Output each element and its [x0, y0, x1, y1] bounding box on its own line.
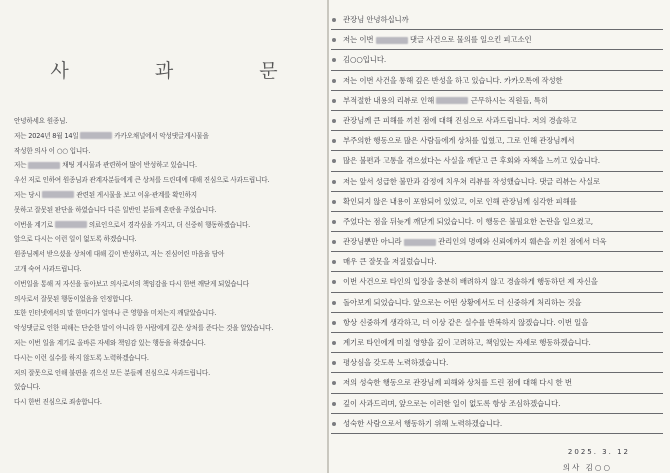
right-letter-body	[331, 10, 663, 434]
ruled-line	[331, 131, 663, 151]
ruled-line	[331, 91, 663, 111]
binder-hole-icon	[331, 50, 337, 69]
binder-hole-icon	[331, 192, 337, 211]
right-apology-letter	[329, 0, 670, 473]
left-letter-body	[14, 114, 320, 410]
letter-line: 확인되지 않은 내용이 포함되어 있었고, 이로 인해 관장님께 심각한 피해를	[343, 196, 577, 206]
binder-hole-icon	[331, 272, 337, 291]
letter-line: 있습니다.	[14, 383, 41, 392]
ruled-line	[331, 151, 663, 171]
letter-line: 주었다는 점을 뒤늦게 깨닫게 되었습니다. 이 행동은 불필요한 논란을 일으켰고,	[343, 216, 594, 226]
binder-hole-icon	[331, 172, 337, 191]
binder-hole-icon	[331, 10, 337, 29]
letter-line: 부주의한 행동으로 많은 사람들에게 상처를 입혔고, 그로 인해 관장님께서	[343, 136, 575, 146]
ruled-line	[331, 172, 663, 192]
letter-line: 앞으로 다시는 이런 일이 없도록 하겠습니다.	[14, 235, 137, 244]
ruled-line	[331, 10, 663, 30]
binder-hole-icon	[331, 131, 337, 150]
binder-hole-icon	[331, 111, 337, 130]
ruled-line	[331, 232, 663, 252]
binder-hole-icon	[331, 232, 337, 251]
letter-line: 고개 숙여 사과드립니다.	[14, 264, 82, 273]
letter-signature: 의사 김○○	[562, 463, 612, 472]
letter-line: 돌아보게 되었습니다. 앞으로는 어떤 상황에서도 더 신중하게 처리하는 것을	[343, 297, 582, 307]
letter-line: 저는 이번 사건을 통해 깊은 반성을 하고 있습니다. 카카오톡에 작성한	[343, 75, 563, 85]
letter-line: 매우 큰 잘못을 저질렀습니다.	[343, 257, 437, 267]
ruled-line	[331, 252, 663, 272]
letter-line: 이번일을 통해 저 자신을 돌아보고 의사로서의 책임감을 다시 한번 깨닫게 되었습니다	[14, 279, 249, 288]
letter-line: 저는 이번 댓글 사건으로 물의를 일으킨 피고소인	[343, 35, 532, 45]
letter-line: 관장님께 큰 피해를 끼친 점에 대해 진심으로 사과드립니다. 저의 경솔하고	[343, 115, 577, 125]
left-apology-letter	[0, 0, 328, 473]
ruled-line	[331, 353, 663, 373]
ruled-line	[331, 111, 663, 131]
binder-hole-icon	[331, 71, 337, 90]
binder-hole-icon	[331, 252, 337, 271]
binder-hole-icon	[331, 313, 337, 332]
letter-line: 깊이 사과드리며, 앞으로는 이러한 일이 없도록 항상 조심하겠습니다.	[343, 398, 561, 408]
letter-line: 의사로서 잘못된 행동이었음을 인정합니다.	[14, 294, 133, 303]
ruled-line	[331, 71, 663, 91]
letter-line: 다시 한번 진심으로 죄송합니다.	[14, 398, 102, 407]
letter-line: 김○○입니다.	[343, 55, 387, 65]
letter-line: 저는 2024년 8월 14일 카카오채널에서 악성댓글게시물을	[14, 131, 209, 140]
letter-line: 악성댓글로 인한 피해는 단순한 말이 아니라 한 사람에게 깊은 상처를 준다는 것을 알았습니다.	[14, 324, 274, 333]
letter-line: 다시는 이런 실수를 하지 않도록 노력하겠습니다.	[14, 353, 149, 362]
letter-line: 계기로 타인에게 미칠 영향을 깊이 고려하고, 책임있는 자세로 행동하겠습니다.	[343, 338, 591, 347]
binder-hole-icon	[331, 353, 337, 372]
redacted-text	[55, 221, 87, 228]
letter-line: 항상 신중하게 생각하고, 더 이상 같은 실수를 반복하지 않겠습니다. 이번 일을	[343, 317, 589, 327]
letter-line: 이번 사건으로 타인의 입장을 충분히 배려하지 않고 경솔하게 행동하던 제 자신을	[343, 277, 598, 287]
ruled-line	[331, 394, 663, 414]
letter-line: 원종님께서 받으셨을 상처에 대해 깊이 반성하고, 저는 진심어린 마음을 담아	[14, 250, 225, 259]
letter-line: 평상심을 갖도록 노력하겠습니다.	[343, 358, 449, 368]
binder-hole-icon	[331, 373, 337, 392]
redacted-text	[28, 162, 60, 169]
letter-line: 저의 잘못으로 인해 불편을 겪으신 모든 분들께 진심으로 사과드립니다.	[14, 368, 210, 377]
redacted-text	[436, 97, 468, 104]
letter-line: 성숙한 사람으로서 행동하기 위해 노력하겠습니다.	[343, 418, 503, 428]
ruled-line	[331, 50, 663, 70]
letter-title: 사 과 문	[50, 60, 318, 82]
binder-hole-icon	[331, 414, 337, 433]
letter-line: 관장님 안녕하십니까	[343, 15, 409, 24]
letter-line: 저는 채팅 게시물과 관련하여 많이 반성하고 있습니다.	[14, 161, 197, 170]
letter-line: 안녕하세요 원종님.	[14, 117, 68, 125]
redacted-text	[80, 132, 112, 139]
ruled-line	[331, 333, 663, 353]
binder-hole-icon	[331, 293, 337, 312]
ruled-line	[331, 373, 663, 393]
letter-line: 많은 불편과 고통을 겪으셨다는 사실을 깨닫고 큰 후회와 자책을 느끼고 있습니다.	[343, 156, 601, 166]
letter-line: 이번을 계기로 의료인으로서 경각심을 가지고, 더 신중히 행동하겠습니다.	[14, 220, 251, 229]
redacted-text	[42, 191, 74, 198]
binder-hole-icon	[331, 333, 337, 352]
letter-line: 작성한 의사 이 ○○ 입니다.	[14, 146, 91, 155]
binder-hole-icon	[331, 30, 337, 49]
ruled-line	[331, 414, 663, 434]
redacted-text	[376, 37, 408, 44]
letter-date: 2025. 3. 12	[567, 448, 630, 456]
letter-line: 저는 당시 관련된 게시물을 보고 이유·관계를 확인하지	[14, 190, 197, 199]
ruled-line	[331, 192, 663, 212]
ruled-line	[331, 313, 663, 333]
ruled-line	[331, 293, 663, 313]
redacted-text	[404, 239, 436, 246]
letter-line: 우선 저로 인하여 원종님과 관계자분들에게 큰 상처를 드린데에 대해 진심으로 사과드립니다.	[14, 176, 270, 185]
letter-line: 저는 이번 일을 계기로 올바른 자세와 책임감 있는 행동을 하겠습니다.	[14, 338, 206, 347]
ruled-line	[331, 30, 663, 50]
letter-line: 저는 앞서 성급한 불만과 감정에 치우쳐 리뷰를 작성했습니다. 댓글 리뷰는 사실로	[343, 176, 601, 186]
letter-line: 관장님뿐만 아니라 관리인의 명예와 신뢰에까지 훼손을 끼친 점에서 더욱	[343, 237, 607, 247]
letter-line: 부적절한 내용의 리뷰로 인해 근무하시는 직원들, 특히	[343, 95, 548, 105]
binder-hole-icon	[331, 394, 337, 413]
ruled-line	[331, 212, 663, 232]
ruled-line	[331, 272, 663, 292]
binder-hole-icon	[331, 212, 337, 231]
letter-line: 저의 성숙한 행동으로 관장님께 피해와 상처를 드린 점에 대해 다시 한 번	[343, 378, 572, 388]
letter-line: 못하고 잘못된 판단을 하였습니다 다른 일반인 분들께 혼란을 주었습니다.	[14, 205, 217, 214]
binder-hole-icon	[331, 151, 337, 170]
letter-line: 또한 인터넷에서의 말 한마디가 얼마나 큰 영향을 미치는지 깨달았습니다.	[14, 309, 217, 318]
binder-hole-icon	[331, 91, 337, 110]
